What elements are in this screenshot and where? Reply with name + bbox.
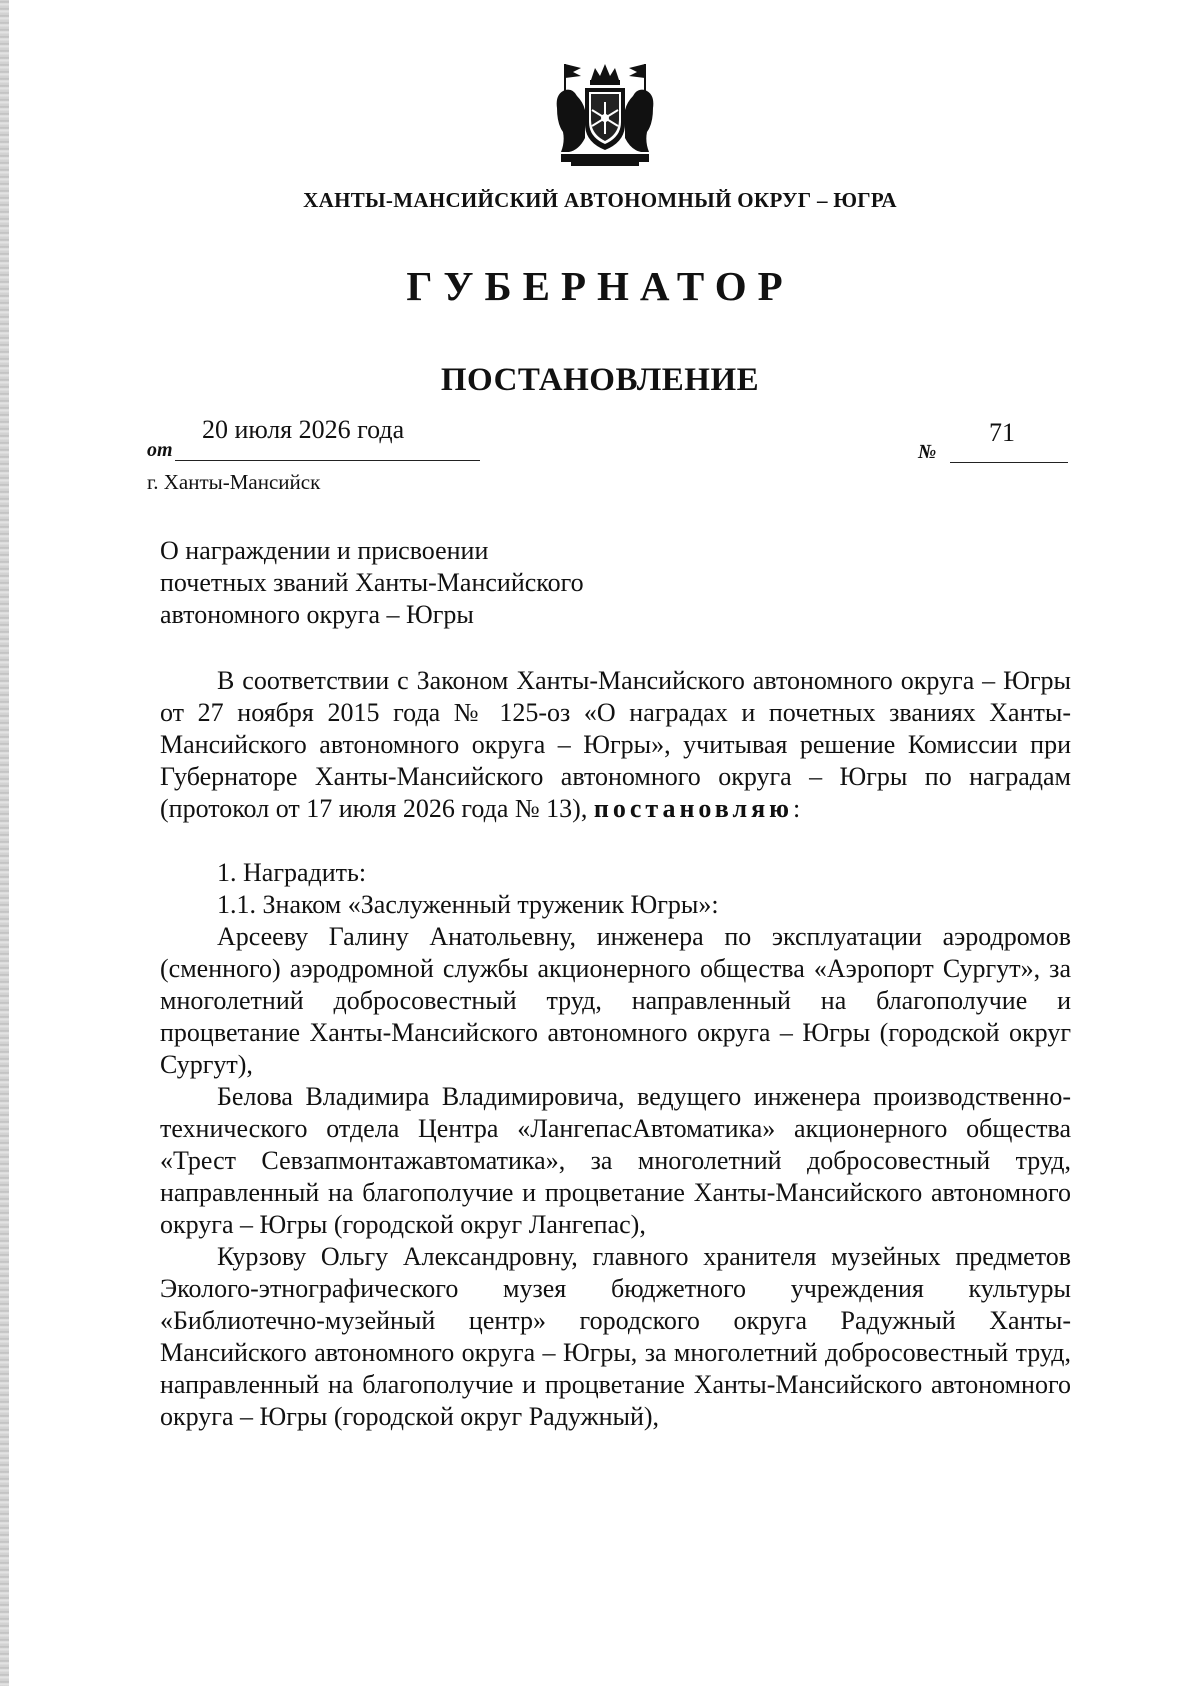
authority-title: ГУБЕРНАТОР [406, 263, 794, 309]
clause-award: 1. Наградить: [217, 858, 367, 887]
resolve-colon: : [793, 794, 801, 823]
date-underline [175, 460, 480, 461]
preamble-paragraph [160, 665, 1071, 825]
awardee-paragraph: Белова Владимира Владимировича, ведущего инженера производственно-технического отдела Центра «ЛангепасАвтоматика» акционерного общества «Трест Севзапмонтажавтоматика», за многолетний добросовестный труд, направленный на благополучие и процветание Ханты-Мансийского автономного округа – Югры (городской округ Лангепас), [160, 1082, 1071, 1239]
subject-line: О награждении и присвоении [160, 536, 489, 565]
clause-award-sign: 1.1. Знаком «Заслуженный труженик Югры»: [217, 890, 719, 919]
document-type-title: ПОСТАНОВЛЕНИЕ [440, 362, 760, 398]
document-number: 71 [989, 418, 1015, 447]
subject-line: почетных званий Ханты-Мансийского [160, 568, 584, 597]
scan-edge [0, 0, 9, 1686]
coat-of-arms-icon [551, 58, 659, 168]
number-underline [950, 462, 1068, 463]
date-label: от [147, 439, 173, 461]
document-city: г. Ханты-Мансийск [147, 470, 321, 494]
resolve-word: постановляю [593, 794, 794, 823]
region-title: ХАНТЫ-МАНСИЙСКИЙ АВТОНОМНЫЙ ОКРУГ – ЮГРА [303, 188, 897, 212]
document-body [160, 665, 1071, 1433]
document-subject [160, 535, 860, 631]
awardee-paragraph: Курзову Ольгу Александровну, главного хранителя музейных предметов Эколого-этнографического музея бюджетного учреждения культуры «Библиотечно-музейный центр» городского округа Радужный Ханты-Мансийского автономного округа – Югры, за многолетний добросовестный труд, направленный на благополучие и процветание Ханты-Мансийского автономного округа – Югры (городской округ Радужный), [160, 1242, 1071, 1431]
document-date: 20 июля 2026 года [202, 415, 405, 444]
number-label: № [918, 441, 937, 463]
preamble-text: В соответствии с Законом Ханты-Мансийского автономного округа – Югры от 27 ноября 2015 года № 125-оз «О наградах и почетных званиях Ханты-Мансийского автономного округа – Югры», учитывая решение Комиссии при Губернаторе Ханты-Мансийского автономного округа – Югры по наградам (протокол от 17 июля 2026 года № 13), [160, 666, 1071, 823]
awardee-paragraph: Арсееву Галину Анатольевну, инженера по эксплуатации аэродромов (сменного) аэродромной службы акционерного общества «Аэропорт Сургут», за многолетний добросовестный труд, направленный на благополучие и процветание Ханты-Мансийского автономного округа – Югры (городской округ Сургут), [160, 922, 1071, 1079]
subject-line: автономного округа – Югры [160, 600, 474, 629]
